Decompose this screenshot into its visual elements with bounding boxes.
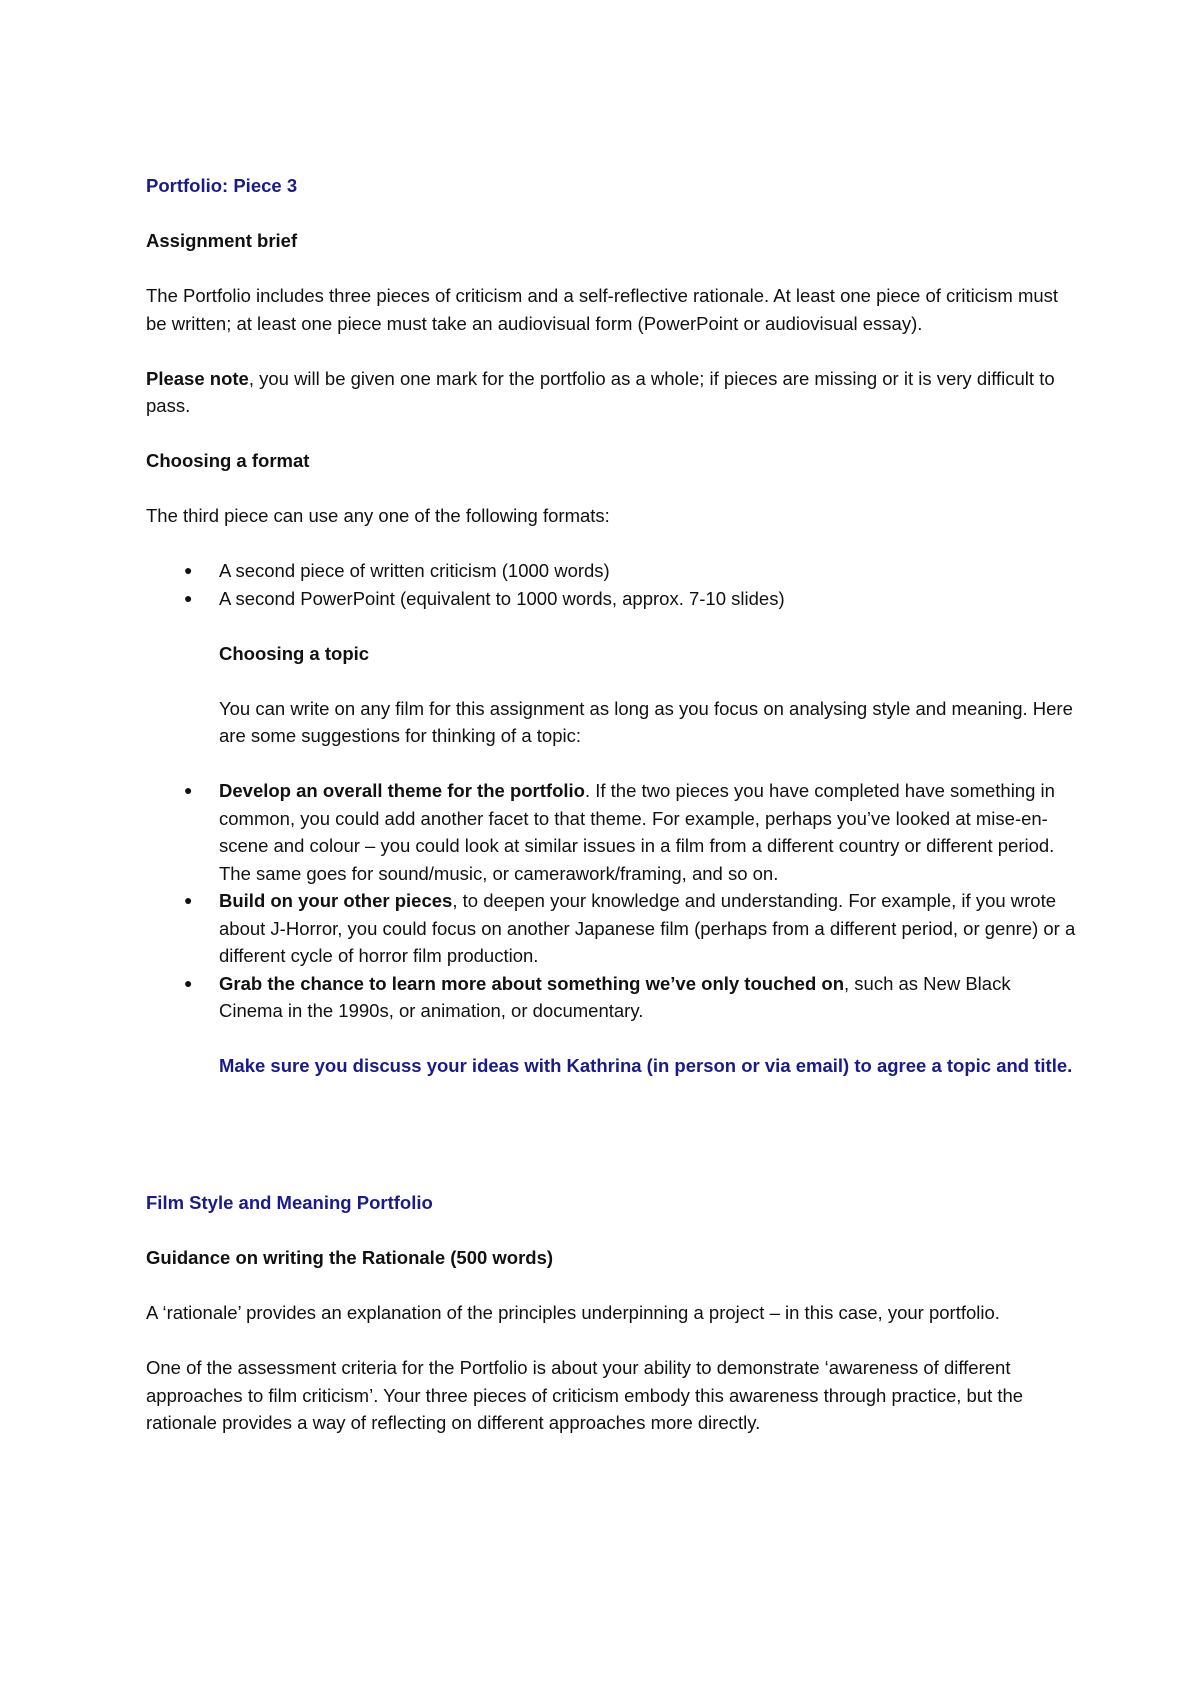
topic-item-bold: Grab the chance to learn more about something we’ve only touched on	[219, 972, 844, 994]
list-item	[146, 970, 1076, 1025]
topic-item-bold: Build on your other pieces	[219, 890, 453, 911]
format-heading: Choosing a format	[146, 450, 310, 471]
topic-list	[146, 777, 1076, 1025]
bullet-icon: ●	[184, 589, 193, 606]
list-item	[146, 887, 1076, 970]
list-item	[146, 777, 1076, 887]
topic-item-bold: Develop an overall theme for the portfolio	[219, 780, 585, 801]
section-title: Film Style and Meaning Portfolio	[146, 1192, 433, 1213]
format-item-text: A second PowerPoint (equivalent to 1000 words, approx. 7-10 slides)	[219, 587, 785, 609]
section-title: Portfolio: Piece 3	[146, 175, 298, 196]
bullet-icon: ●	[184, 892, 193, 908]
rationale-paragraph: One of the assessment criteria for the Portfolio is about your ability to demonstrate ‘awareness of different approaches to film criticism’. Your three pieces of criticism embody this awareness through practice, but the rationale provides a way of reflecting on different approaches more directly.	[146, 1357, 1024, 1433]
topic-item-text: . If the two pieces you have completed have something in common, you could add another facet to that theme. For example, perhaps you’ve looked at mise-en- scene and colour – you could look at similar issues in a film from a different country or different period. The same goes for sound/music, or camerawork/framing, and so on.	[219, 780, 1055, 884]
format-intro: The third piece can use any one of the following formats:	[146, 505, 610, 526]
topic-item-text: , such as New Black Cinema in the 1990s, or animation, or documentary.	[219, 972, 1011, 1021]
document-page	[146, 172, 1076, 1464]
bullet-icon: ●	[184, 974, 193, 991]
discuss-note: Make sure you discuss your ideas with Kathrina (in person or via email) to agree a topic and title.	[219, 1055, 1073, 1076]
bullet-icon: ●	[184, 782, 193, 798]
note-paragraph	[146, 365, 1076, 420]
list-item	[146, 557, 1076, 585]
intro-paragraph: The Portfolio includes three pieces of criticism and a self-reflective rationale. At least one piece of criticism must be written; at least one piece must take an audiovisual form (PowerPoint or audiovisual essay).	[146, 285, 1059, 334]
topic-heading: Choosing a topic	[219, 642, 370, 664]
bullet-icon: ●	[184, 562, 193, 578]
format-list	[146, 557, 1076, 612]
guidance-heading: Guidance on writing the Rationale (500 words)	[146, 1247, 554, 1268]
list-item	[146, 585, 1076, 613]
note-text: , you will be given one mark for the portfolio as a whole; if pieces are missing or it is very difficult to pass.	[146, 367, 1055, 416]
assignment-heading: Assignment brief	[146, 230, 298, 251]
section-spacer	[146, 1107, 1076, 1189]
topic-item-text: , to deepen your knowledge and understanding. For example, if you wrote about J-Horror, you could focus on another Japanese film (perhaps from a different period, or genre) or a different cycle of horror film production.	[219, 890, 1076, 966]
note-bold-label: Please note	[146, 367, 249, 389]
topic-intro: You can write on any film for this assignment as long as you focus on analysing style and meaning. Here are some suggestions for thinking of a topic:	[219, 697, 1073, 746]
format-item-text: A second piece of written criticism (1000 words)	[219, 560, 610, 581]
rationale-paragraph: A ‘rationale’ provides an explanation of the principles underpinning a project – in this case, your portfolio.	[146, 1302, 1000, 1323]
